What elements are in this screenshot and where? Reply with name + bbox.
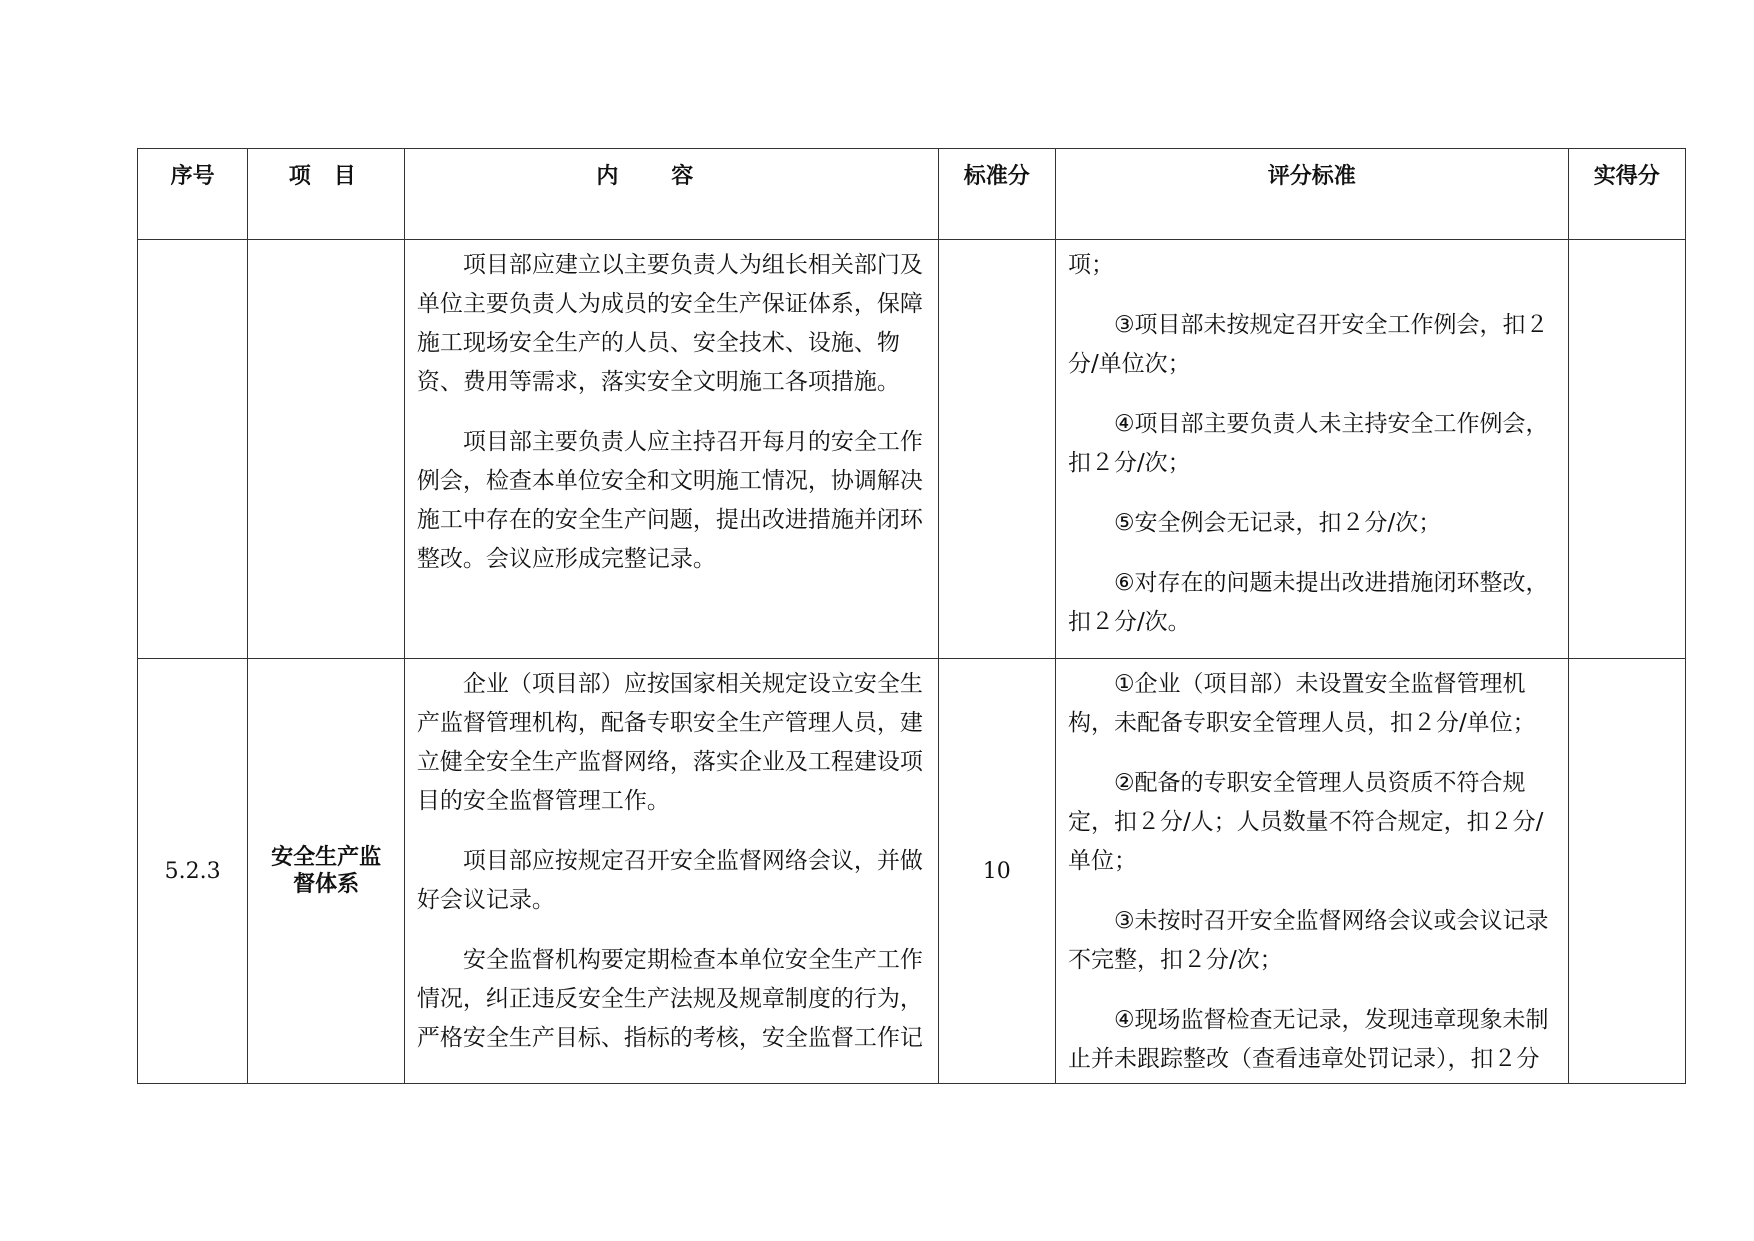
scoring-table (137, 148, 1686, 1084)
criteria-clip (1068, 665, 1556, 1077)
criteria-paragraph: ④现场监督检查无记录，发现违章现象未制止并未跟踪整改（查看违章处罚记录），扣２分 (1067, 1007, 1549, 1072)
criteria-paragraph: 项； (1067, 252, 1114, 278)
header-content: 内容 (404, 149, 938, 240)
row-criteria (1055, 240, 1568, 659)
criteria-paragraph: ②配备的专职安全管理人员资质不符合规定，扣２分/人；人员数量不符合规定，扣２分/单位； (1067, 770, 1544, 874)
content-paragraph: 安全监督机构要定期检查本单位安全生产工作情况，纠正违反安全生产法规及规章制度的行为，严格安全生产目标、指标的考核，安全监督工作记 (416, 947, 923, 1051)
content-clip (417, 665, 926, 1077)
row-criteria (1055, 659, 1568, 1084)
criteria-paragraph: ⑥对存在的问题未提出改进措施闭环整改，扣２分/次。 (1067, 570, 1549, 635)
content-paragraph: 项目部主要负责人应主持召开每月的安全工作例会，检查本单位安全和文明施工情况，协调解决施工中存在的安全生产问题，提出改进措施并闭环整改。会议应形成完整记录。 (416, 429, 923, 572)
row-standard-score (938, 240, 1055, 659)
table-row (138, 240, 1686, 659)
row-item (248, 240, 405, 659)
header-standard-score: 标准分 (938, 149, 1055, 240)
criteria-paragraph: ③未按时召开安全监督网络会议或会议记录不完整，扣２分/次； (1067, 908, 1549, 973)
content-paragraph: 项目部应按规定召开安全监督网络会议，并做好会议记录。 (416, 848, 923, 913)
row-content (404, 659, 938, 1084)
criteria-paragraph: ⑤安全例会无记录，扣２分/次； (1113, 510, 1442, 536)
row-content (404, 240, 938, 659)
row-seq (138, 240, 248, 659)
header-actual-score: 实得分 (1568, 149, 1685, 240)
header-item: 项 目 (248, 149, 405, 240)
header-seq: 序号 (138, 149, 248, 240)
row-seq: 5.2.3 (138, 659, 248, 1084)
row-actual-score (1568, 659, 1685, 1084)
table-header-row (138, 149, 1686, 240)
criteria-paragraph: ④项目部主要负责人未主持安全工作例会，扣２分/次； (1067, 411, 1549, 476)
row-item: 安全生产监督体系 (271, 845, 382, 897)
criteria-paragraph: ③项目部未按规定召开安全工作例会，扣２分/单位次； (1067, 312, 1549, 377)
content-paragraph: 企业（项目部）应按国家相关规定设立安全生产监督管理机构，配备专职安全生产管理人员，建立健全安全生产监督网络，落实企业及工程建设项目的安全监督管理工作。 (416, 671, 923, 814)
header-criteria: 评分标准 (1055, 149, 1568, 240)
criteria-paragraph: ①企业（项目部）未设置安全监督管理机构，未配备专职安全管理人员，扣２分/单位； (1067, 671, 1536, 736)
row-actual-score (1568, 240, 1685, 659)
row-item-cell (248, 659, 405, 1084)
row-standard-score: 10 (938, 659, 1055, 1084)
content-paragraph: 项目部应建立以主要负责人为组长相关部门及单位主要负责人为成员的安全生产保证体系，保障施工现场安全生产的人员、安全技术、设施、物资、费用等需求，落实安全文明施工各项措施。 (416, 252, 923, 395)
table-row (138, 659, 1686, 1084)
